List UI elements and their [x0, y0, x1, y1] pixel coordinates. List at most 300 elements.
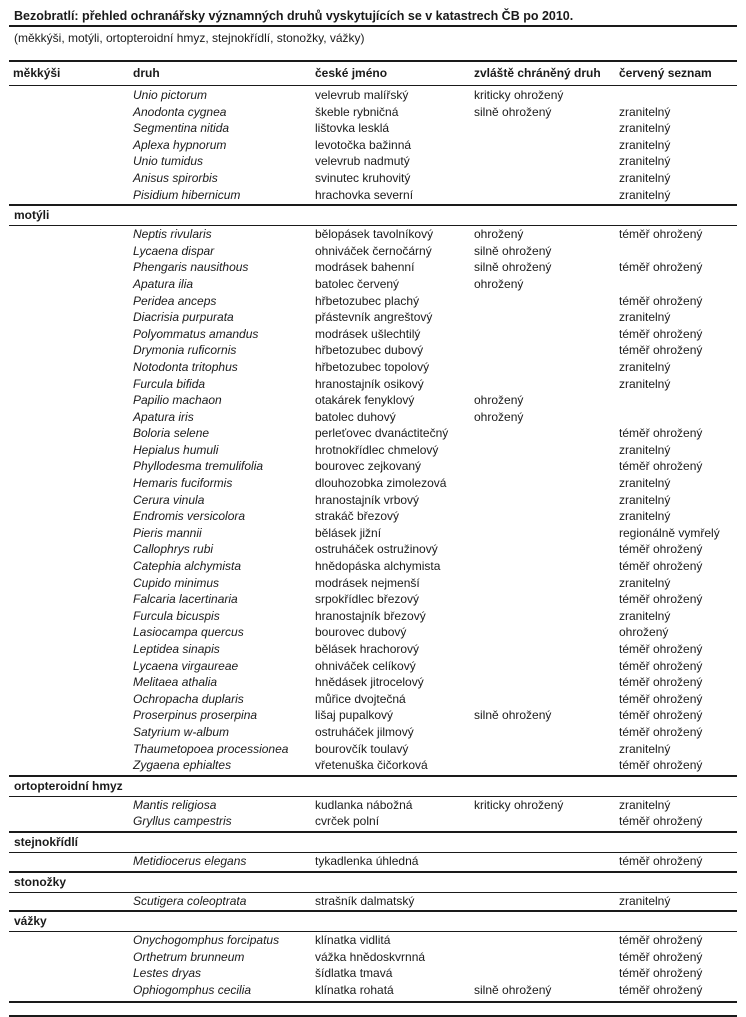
species-name: Unio tumidus: [133, 154, 204, 169]
group-cell: [9, 853, 129, 870]
czech-name: vážka hnědoskvrnná: [315, 949, 426, 964]
table-row: [9, 442, 737, 459]
red-list-status: téměř ohrožený: [619, 642, 703, 656]
protection-status: [470, 309, 615, 326]
species-name: Apatura iris: [133, 409, 194, 424]
protection-status: [470, 558, 615, 575]
red-list-status: [615, 243, 737, 260]
table-row: [9, 187, 737, 204]
czech-name: kudlanka nábožná: [315, 797, 413, 812]
table-row: [9, 492, 737, 509]
species-name: Phyllodesma tremulifolia: [133, 459, 264, 474]
protection-status: [470, 813, 615, 830]
red-list-status: zranitelný: [619, 187, 671, 202]
species-name: Onychogomphus forcipatus: [133, 933, 280, 948]
czech-name: strakáč březový: [315, 509, 400, 524]
protection-status: [470, 458, 615, 475]
species-name: Peridea anceps: [133, 293, 217, 308]
czech-name: můřice dvojtečná: [315, 691, 406, 706]
czech-name: svinutec kruhovitý: [315, 170, 411, 185]
group-cell: [9, 153, 129, 170]
species-name: Thaumetopoea processionea: [133, 741, 289, 756]
table-row: [9, 724, 737, 741]
species-name: Falcaria lacertinaria: [133, 592, 238, 607]
species-name: Furcula bicuspis: [133, 608, 220, 623]
table-row: [9, 893, 737, 910]
page-subtitle: (měkkýši, motýli, ortopteroidní hmyz, stejnokřídlí, stonožky, vážky): [14, 31, 365, 45]
red-list-status: zranitelný: [619, 170, 671, 185]
table-row: [9, 326, 737, 343]
page-bottom-rule: [9, 1015, 737, 1017]
red-list-status: zranitelný: [619, 509, 671, 524]
group-cell: [9, 691, 129, 708]
red-list-status: zranitelný: [619, 376, 671, 391]
table-row: [9, 87, 737, 104]
czech-name: modrásek ušlechtilý: [315, 326, 421, 341]
protection-status: [470, 153, 615, 170]
group-cell: [9, 120, 129, 137]
table-row: [9, 259, 737, 276]
species-name: Boloria selene: [133, 426, 210, 441]
group-cell: [9, 425, 129, 442]
species-name: Melitaea athalia: [133, 675, 218, 690]
protection-status: [470, 674, 615, 691]
red-list-status: téměř ohrožený: [619, 691, 703, 706]
page-title: Bezobratlí: přehled ochranářsky významných druhů vyskytujících se v katastrech ČB po 2010.: [9, 0, 737, 27]
czech-name: dlouhozobka zimolezová: [315, 476, 447, 491]
red-list-status: téměř ohrožený: [619, 426, 703, 441]
protection-status: silně ohrožený: [474, 243, 552, 258]
red-list-status: téměř ohrožený: [619, 982, 703, 997]
protection-status: kriticky ohrožený: [474, 88, 564, 102]
column-header-red-list: červený seznam: [619, 66, 712, 80]
table-row: [9, 525, 737, 542]
protection-status: [470, 541, 615, 558]
table-row: [9, 575, 737, 592]
red-list-status: [615, 409, 737, 426]
species-name: Endromis versicolora: [133, 509, 246, 524]
table-row: [9, 691, 737, 708]
table-row: [9, 276, 737, 293]
red-list-status: [615, 392, 737, 409]
czech-name: ostruháček jilmový: [315, 724, 414, 739]
group-cell: [9, 658, 129, 675]
czech-name: tykadlenka úhledná: [315, 853, 419, 868]
red-list-status: téměř ohrožený: [619, 592, 703, 607]
table-row: [9, 170, 737, 187]
table-row: [9, 243, 737, 260]
species-name: Satyrium w-album: [133, 724, 230, 739]
table-row: [9, 797, 737, 814]
red-list-status: téměř ohrožený: [619, 343, 703, 358]
table-row: [9, 707, 737, 724]
group-cell: [9, 674, 129, 691]
protection-status: [470, 757, 615, 774]
species-name: Metidiocerus elegans: [133, 853, 247, 868]
column-header-species: druh: [133, 66, 160, 80]
group-cell: [9, 508, 129, 525]
red-list-status: [615, 87, 737, 104]
red-list-status: zranitelný: [619, 476, 671, 491]
protection-status: [470, 508, 615, 525]
group-cell: [9, 226, 129, 243]
protection-status: silně ohrožený: [474, 260, 552, 275]
group-cell: [9, 187, 129, 204]
protection-status: ohrožený: [474, 393, 524, 408]
column-header-protected-species: zvláště chráněný druh: [474, 66, 601, 80]
czech-name: srpokřídlec březový: [315, 592, 420, 607]
species-table: [9, 60, 737, 1017]
species-name: Phengaris nausithous: [133, 260, 249, 275]
red-list-status: téměř ohrožený: [619, 293, 703, 308]
czech-name: strašník dalmatský: [315, 893, 415, 908]
table-bottom-rule: [9, 1001, 737, 1003]
protection-status: [470, 442, 615, 459]
species-name: Diacrisia purpurata: [133, 310, 234, 325]
species-name: Mantis religiosa: [133, 797, 217, 812]
red-list-status: regionálně vymřelý: [619, 525, 720, 540]
protection-status: [470, 932, 615, 949]
table-row: [9, 658, 737, 675]
protection-status: [470, 624, 615, 641]
group-cell: [9, 293, 129, 310]
group-cell: [9, 376, 129, 393]
red-list-status: téměř ohrožený: [619, 724, 703, 739]
group-cell: [9, 359, 129, 376]
czech-name: hrachovka severní: [315, 187, 414, 202]
czech-name: modrásek nejmenší: [315, 575, 420, 590]
czech-name: bělásek hrachorový: [315, 642, 420, 656]
group-cell: [9, 475, 129, 492]
protection-status: ohrožený: [474, 276, 524, 291]
czech-name: bourovčík toulavý: [315, 741, 409, 756]
red-list-status: téměř ohrožený: [619, 542, 703, 557]
table-row: [9, 932, 737, 949]
czech-name: bourovec dubový: [315, 625, 407, 640]
column-header-czech-name: české jméno: [315, 66, 388, 80]
group-cell: [9, 707, 129, 724]
red-list-status: téměř ohrožený: [619, 966, 703, 981]
group-cell: [9, 591, 129, 608]
column-header-group: měkkýši: [13, 66, 61, 80]
red-list-status: téměř ohrožený: [619, 260, 703, 275]
red-list-status: zranitelný: [619, 797, 671, 812]
species-name: Callophrys rubi: [133, 542, 214, 557]
section-label: stejnokřídlí: [14, 834, 79, 849]
species-name: Catephia alchymista: [133, 559, 242, 574]
species-name: Aplexa hypnorum: [133, 137, 227, 152]
czech-name: hřbetozubec plachý: [315, 293, 420, 308]
table-row: [9, 425, 737, 442]
table-row: [9, 608, 737, 625]
species-name: Anodonta cygnea: [133, 104, 227, 119]
species-name: Pieris mannii: [133, 525, 202, 540]
table-row: [9, 409, 737, 426]
group-cell: [9, 624, 129, 641]
protection-status: [470, 965, 615, 982]
czech-name: hnědopáska alchymista: [315, 559, 441, 574]
table-row: [9, 153, 737, 170]
species-name: Lasiocampa quercus: [133, 625, 244, 640]
czech-name: šídlatka tmavá: [315, 966, 393, 981]
red-list-status: téměř ohrožený: [619, 326, 703, 341]
protection-status: [470, 853, 615, 870]
group-cell: [9, 982, 129, 999]
table-body: [9, 86, 737, 999]
group-cell: [9, 409, 129, 426]
red-list-status: téměř ohrožený: [619, 853, 703, 868]
protection-status: [470, 608, 615, 625]
czech-name: hnědásek jitrocelový: [315, 675, 424, 690]
czech-name: velevrub malířský: [315, 88, 409, 102]
czech-name: lištovka lesklá: [315, 121, 390, 136]
protection-status: silně ohrožený: [474, 708, 552, 723]
table-row: [9, 674, 737, 691]
czech-name: hřbetozubec topolový: [315, 359, 430, 374]
red-list-status: zranitelný: [619, 154, 671, 169]
species-name: Cerura vinula: [133, 492, 205, 507]
czech-name: hranostajník osikový: [315, 376, 424, 391]
protection-status: [470, 187, 615, 204]
section-header-5: [9, 910, 737, 932]
group-cell: [9, 525, 129, 542]
group-cell: [9, 392, 129, 409]
group-cell: [9, 492, 129, 509]
protection-status: [470, 691, 615, 708]
group-cell: [9, 741, 129, 758]
species-name: Pisidium hibernicum: [133, 187, 241, 202]
table-row: [9, 965, 737, 982]
protection-status: [470, 949, 615, 966]
group-cell: [9, 326, 129, 343]
czech-name: modrásek bahenní: [315, 260, 415, 275]
red-list-status: zranitelný: [619, 608, 671, 623]
species-name: Hepialus humuli: [133, 442, 219, 457]
table-row: [9, 541, 737, 558]
group-cell: [9, 309, 129, 326]
red-list-status: zranitelný: [619, 310, 671, 325]
species-name: Lestes dryas: [133, 966, 202, 981]
protection-status: ohrožený: [474, 227, 524, 242]
group-cell: [9, 608, 129, 625]
czech-name: ohniváček celíkový: [315, 658, 416, 673]
protection-status: [470, 376, 615, 393]
protection-status: silně ohrožený: [474, 982, 552, 997]
red-list-status: téměř ohrožený: [619, 559, 703, 574]
red-list-status: téměř ohrožený: [619, 675, 703, 690]
protection-status: [470, 658, 615, 675]
table-row: [9, 813, 737, 830]
species-name: Proserpinus proserpina: [133, 708, 258, 723]
protection-status: ohrožený: [474, 409, 524, 424]
czech-name: vřetenuška čičorková: [315, 758, 428, 773]
protection-status: [470, 326, 615, 343]
species-name: Lycaena virgaureae: [133, 658, 239, 673]
czech-name: perleťovec dvanáctitečný: [315, 426, 449, 441]
red-list-status: téměř ohrožený: [619, 227, 703, 242]
czech-name: batolec červený: [315, 276, 400, 291]
czech-name: hranostajník vrbový: [315, 492, 420, 507]
red-list-status: zranitelný: [619, 575, 671, 590]
protection-status: [470, 641, 615, 658]
species-name: Anisus spirorbis: [133, 170, 218, 185]
group-cell: [9, 342, 129, 359]
red-list-status: téměř ohrožený: [619, 708, 703, 723]
section-header-1: [9, 204, 737, 226]
czech-name: levotočka bažinná: [315, 137, 412, 152]
red-list-status: téměř ohrožený: [619, 814, 703, 829]
table-row: [9, 104, 737, 121]
protection-status: [470, 575, 615, 592]
section-label: vážky: [14, 914, 47, 929]
species-name: Ophiogomphus cecilia: [133, 982, 252, 997]
group-cell: [9, 575, 129, 592]
protection-status: [470, 425, 615, 442]
group-cell: [9, 276, 129, 293]
czech-name: hranostajník březový: [315, 608, 426, 623]
species-name: Segmentina nitida: [133, 121, 230, 136]
table-row: [9, 309, 737, 326]
table-row: [9, 624, 737, 641]
czech-name: cvrček polní: [315, 814, 380, 829]
protection-status: [470, 492, 615, 509]
protection-status: [470, 170, 615, 187]
group-cell: [9, 458, 129, 475]
table-row: [9, 853, 737, 870]
table-row: [9, 458, 737, 475]
red-list-status: [615, 276, 737, 293]
protection-status: [470, 591, 615, 608]
czech-name: bělopásek tavolníkový: [315, 227, 434, 242]
table-row: [9, 226, 737, 243]
group-cell: [9, 259, 129, 276]
protection-status: silně ohrožený: [474, 104, 552, 119]
species-name: Unio pictorum: [133, 88, 208, 102]
group-cell: [9, 104, 129, 121]
species-name: Orthetrum brunneum: [133, 949, 245, 964]
protection-status: [470, 342, 615, 359]
species-name: Drymonia ruficornis: [133, 343, 237, 358]
group-cell: [9, 965, 129, 982]
table-row: [9, 120, 737, 137]
red-list-status: téměř ohrožený: [619, 949, 703, 964]
table-row: [9, 741, 737, 758]
table-row: [9, 376, 737, 393]
group-cell: [9, 541, 129, 558]
red-list-status: zranitelný: [619, 741, 671, 756]
protection-status: [470, 525, 615, 542]
section-label: ortopteroidní hmyz: [14, 778, 123, 793]
section-label: motýli: [14, 208, 50, 223]
red-list-status: zranitelný: [619, 104, 671, 119]
document-page: [9, 0, 737, 1017]
protection-status: [470, 741, 615, 758]
species-name: Neptis rivularis: [133, 227, 212, 242]
species-name: Notodonta tritophus: [133, 359, 238, 374]
protection-status: [470, 359, 615, 376]
red-list-status: téměř ohrožený: [619, 933, 703, 948]
czech-name: hrotnokřídlec chmelový: [315, 442, 439, 457]
section-header-4: [9, 871, 737, 893]
species-name: Apatura ilia: [133, 276, 194, 291]
species-name: Furcula bifida: [133, 376, 206, 391]
section-header-2: [9, 775, 737, 797]
group-cell: [9, 932, 129, 949]
species-name: Papilio machaon: [133, 393, 222, 408]
czech-name: klínatka rohatá: [315, 982, 394, 997]
species-name: Leptidea sinapis: [133, 642, 220, 656]
table-row: [9, 137, 737, 154]
czech-name: klínatka vidlitá: [315, 933, 391, 948]
protection-status: [470, 893, 615, 910]
czech-name: přástevník angreštový: [315, 310, 433, 325]
red-list-status: zranitelný: [619, 121, 671, 136]
czech-name: bourovec zejkovaný: [315, 459, 422, 474]
group-cell: [9, 442, 129, 459]
table-row: [9, 591, 737, 608]
group-cell: [9, 87, 129, 104]
group-cell: [9, 170, 129, 187]
table-row: [9, 475, 737, 492]
red-list-status: téměř ohrožený: [619, 459, 703, 474]
czech-name: batolec duhový: [315, 409, 396, 424]
group-cell: [9, 813, 129, 830]
species-name: Gryllus campestris: [133, 814, 232, 829]
species-name: Cupido minimus: [133, 575, 220, 590]
table-row: [9, 392, 737, 409]
table-header-row: [9, 60, 737, 86]
group-cell: [9, 137, 129, 154]
red-list-status: zranitelný: [619, 492, 671, 507]
protection-status: kriticky ohrožený: [474, 797, 564, 812]
table-row: [9, 949, 737, 966]
group-cell: [9, 893, 129, 910]
species-name: Lycaena dispar: [133, 243, 215, 258]
species-name: Zygaena ephialtes: [133, 758, 232, 773]
red-list-status: zranitelný: [619, 442, 671, 457]
species-name: Scutigera coleoptrata: [133, 893, 247, 908]
table-row: [9, 359, 737, 376]
red-list-status: zranitelný: [619, 137, 671, 152]
protection-status: [470, 724, 615, 741]
species-name: Hemaris fuciformis: [133, 476, 233, 491]
czech-name: velevrub nadmutý: [315, 154, 410, 169]
table-row: [9, 342, 737, 359]
table-row: [9, 508, 737, 525]
protection-status: [470, 120, 615, 137]
group-cell: [9, 949, 129, 966]
czech-name: bělásek jižní: [315, 525, 382, 540]
czech-name: ohniváček černočárný: [315, 243, 432, 258]
table-row: [9, 982, 737, 999]
red-list-status: téměř ohrožený: [619, 658, 703, 673]
red-list-status: ohrožený: [619, 625, 669, 640]
protection-status: [470, 293, 615, 310]
group-cell: [9, 724, 129, 741]
red-list-status: zranitelný: [619, 359, 671, 374]
group-cell: [9, 757, 129, 774]
group-cell: [9, 558, 129, 575]
czech-name: škeble rybničná: [315, 104, 399, 119]
czech-name: hřbetozubec dubový: [315, 343, 424, 358]
table-row: [9, 757, 737, 774]
section-header-3: [9, 831, 737, 853]
section-label: stonožky: [14, 874, 67, 889]
red-list-status: téměř ohrožený: [619, 758, 703, 773]
group-cell: [9, 243, 129, 260]
table-row: [9, 558, 737, 575]
table-row: [9, 293, 737, 310]
